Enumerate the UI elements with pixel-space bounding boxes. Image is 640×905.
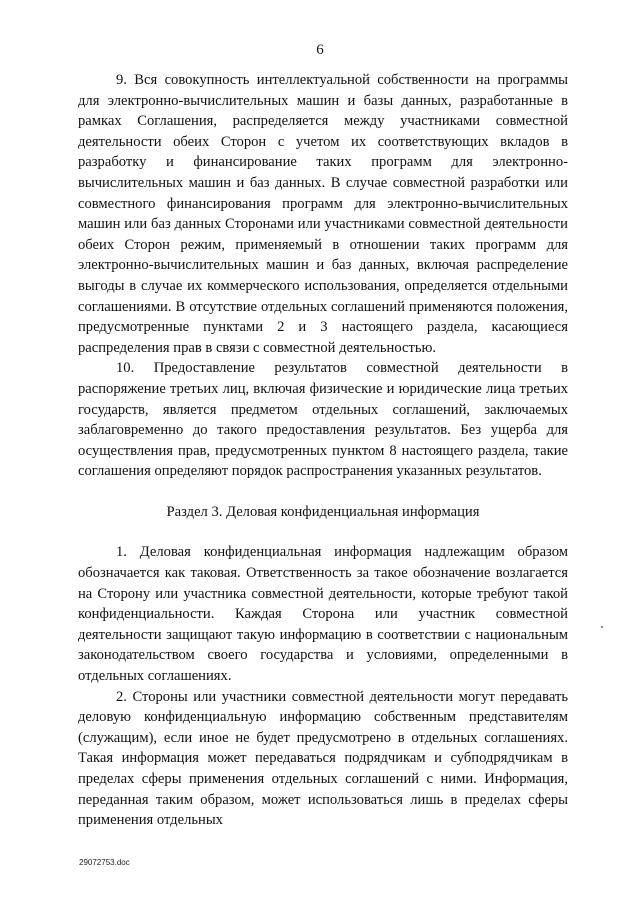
section-3-paragraph-1: 1. Деловая конфиденциальная информация надлежащим образом обозначается как таковая. Ответственность за такое обозначение возлагается на Сторону или участника совместной деятельности, которые требуют такой конфиденциальности. Каждая Сторона или участник совместной деятельности защищают такую информацию в соответствии с национальным законодательством своего государства и условиями, определенными в отдельных соглашениях.	[78, 544, 568, 685]
section-3-paragraph-2: 2. Стороны или участники совместной деятельности могут передавать деловую конфиденциальную информацию собственным представителям (служащим), если иное не будет предусмотрено в отдельных соглашениях. Такая информация может передаваться подрядчикам и субподрядчикам в пределах сферы применения отдельных соглашений с ними. Информация, переданная таким образом, может использоваться лишь в пределах сферы применения отдельных	[78, 688, 568, 829]
scan-speck	[601, 626, 603, 628]
document-body	[78, 70, 568, 831]
paragraph-9: 9. Вся совокупность интеллектуальной собственности на программы для электронно-вычислительных машин и базы данных, разработанные в рамках Соглашения, распределяется между участниками совместной деятельности обеих Сторон с учетом их соответствующих вкладов в разработку и финансирование таких программ для электронно-вычислительных машин и баз данных. В случае совместной разработки или совместного финансирования программ для электронно-вычислительных машин или баз данных Сторонами или участниками совместной деятельности обеих Сторон режим, применяемый в отношении таких программ для электронно-вычислительных машин и баз данных, включая распределение выгоды в случае их коммерческого использования, определяется отдельными соглашениями. В отсутствие отдельных соглашений применяются положения, предусмотренные пунктами 2 и 3 настоящего раздела, касающиеся распределения прав в связи с совместной деятельностью.	[78, 72, 568, 356]
page-number: 6	[316, 42, 324, 58]
footer-filename: 29072753.doc	[79, 858, 130, 867]
section-3-heading: Раздел 3. Деловая конфиденциальная информация	[166, 503, 480, 520]
paragraph-10: 10. Предоставление результатов совместной деятельности в распоряжение третьих лиц, включая физические и юридические лица третьих государств, является предметом отдельных соглашений, заключаемых заблаговременно до такого предоставления результатов. Без ущерба для осуществления прав, предусмотренных пунктом 8 настоящего раздела, такие соглашения определяют порядок распространения указанных результатов.	[78, 360, 568, 480]
